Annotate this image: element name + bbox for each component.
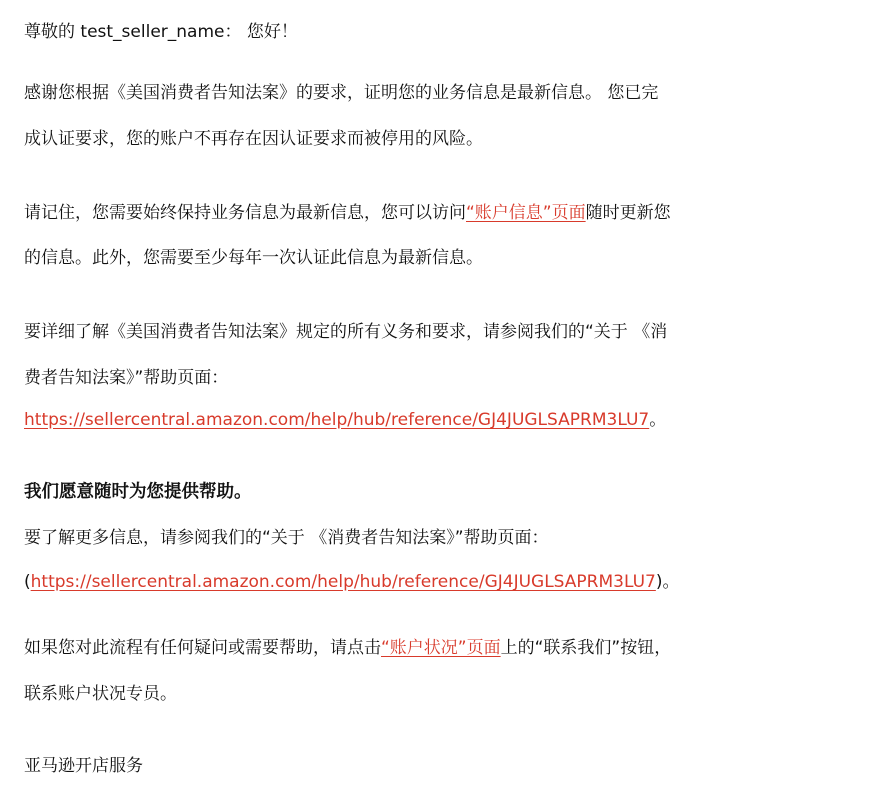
- para3-link-suffix: 。: [649, 410, 667, 430]
- para2-text-before-link: 请记住，您需要始终保持业务信息为最新信息，您可以访问: [24, 203, 466, 223]
- help-page-link[interactable]: https://sellercentral.amazon.com/help/hub/reference/GJ4JUGLSAPRM3LU7: [30, 572, 656, 592]
- para4-text-after-link: 上的“联系我们”按钮，: [500, 638, 672, 658]
- help-line1: 要了解更多信息，请参阅我们的“关于 《消费者告知法案》”帮助页面：: [24, 528, 549, 548]
- help-close: )。: [655, 572, 680, 592]
- para1-line1: 感谢您根据《美国消费者告知法案》的要求，证明您的业务信息是最新信息。 您已完: [24, 83, 659, 103]
- para4-line2: 联系账户状况专员。: [24, 684, 177, 704]
- para2-text-after-link: 随时更新您: [585, 203, 671, 223]
- consumer-act-help-link[interactable]: https://sellercentral.amazon.com/help/hub/reference/GJ4JUGLSAPRM3LU7: [24, 410, 650, 430]
- para3-line1: 要详细了解《美国消费者告知法案》规定的所有义务和要求，请参阅我们的“关于 《消: [24, 322, 668, 342]
- greeting: 尊敬的 test_seller_name： 您好！: [24, 22, 298, 42]
- help-line2: [24, 570, 679, 594]
- help-open-paren: (: [24, 572, 31, 592]
- account-info-page-link[interactable]: “账户信息”页面: [466, 203, 586, 223]
- para3-line2: 费者告知法案》”帮助页面：: [24, 368, 229, 388]
- signature: 亚马逊开店服务: [24, 756, 143, 776]
- account-health-page-link[interactable]: “账户状况”页面: [381, 638, 501, 658]
- para1-line2: 成认证要求，您的账户不再存在因认证要求而被停用的风险。: [24, 129, 483, 149]
- help-heading: 我们愿意随时为您提供帮助。: [24, 482, 252, 502]
- para4-text-before-link: 如果您对此流程有任何疑问或需要帮助，请点击: [24, 638, 381, 658]
- para4-line1: [24, 636, 671, 660]
- para2-line2: 的信息。此外，您需要至少每年一次认证此信息为最新信息。: [24, 248, 483, 268]
- para2-line1: [24, 201, 671, 225]
- para3-line3: [24, 408, 666, 432]
